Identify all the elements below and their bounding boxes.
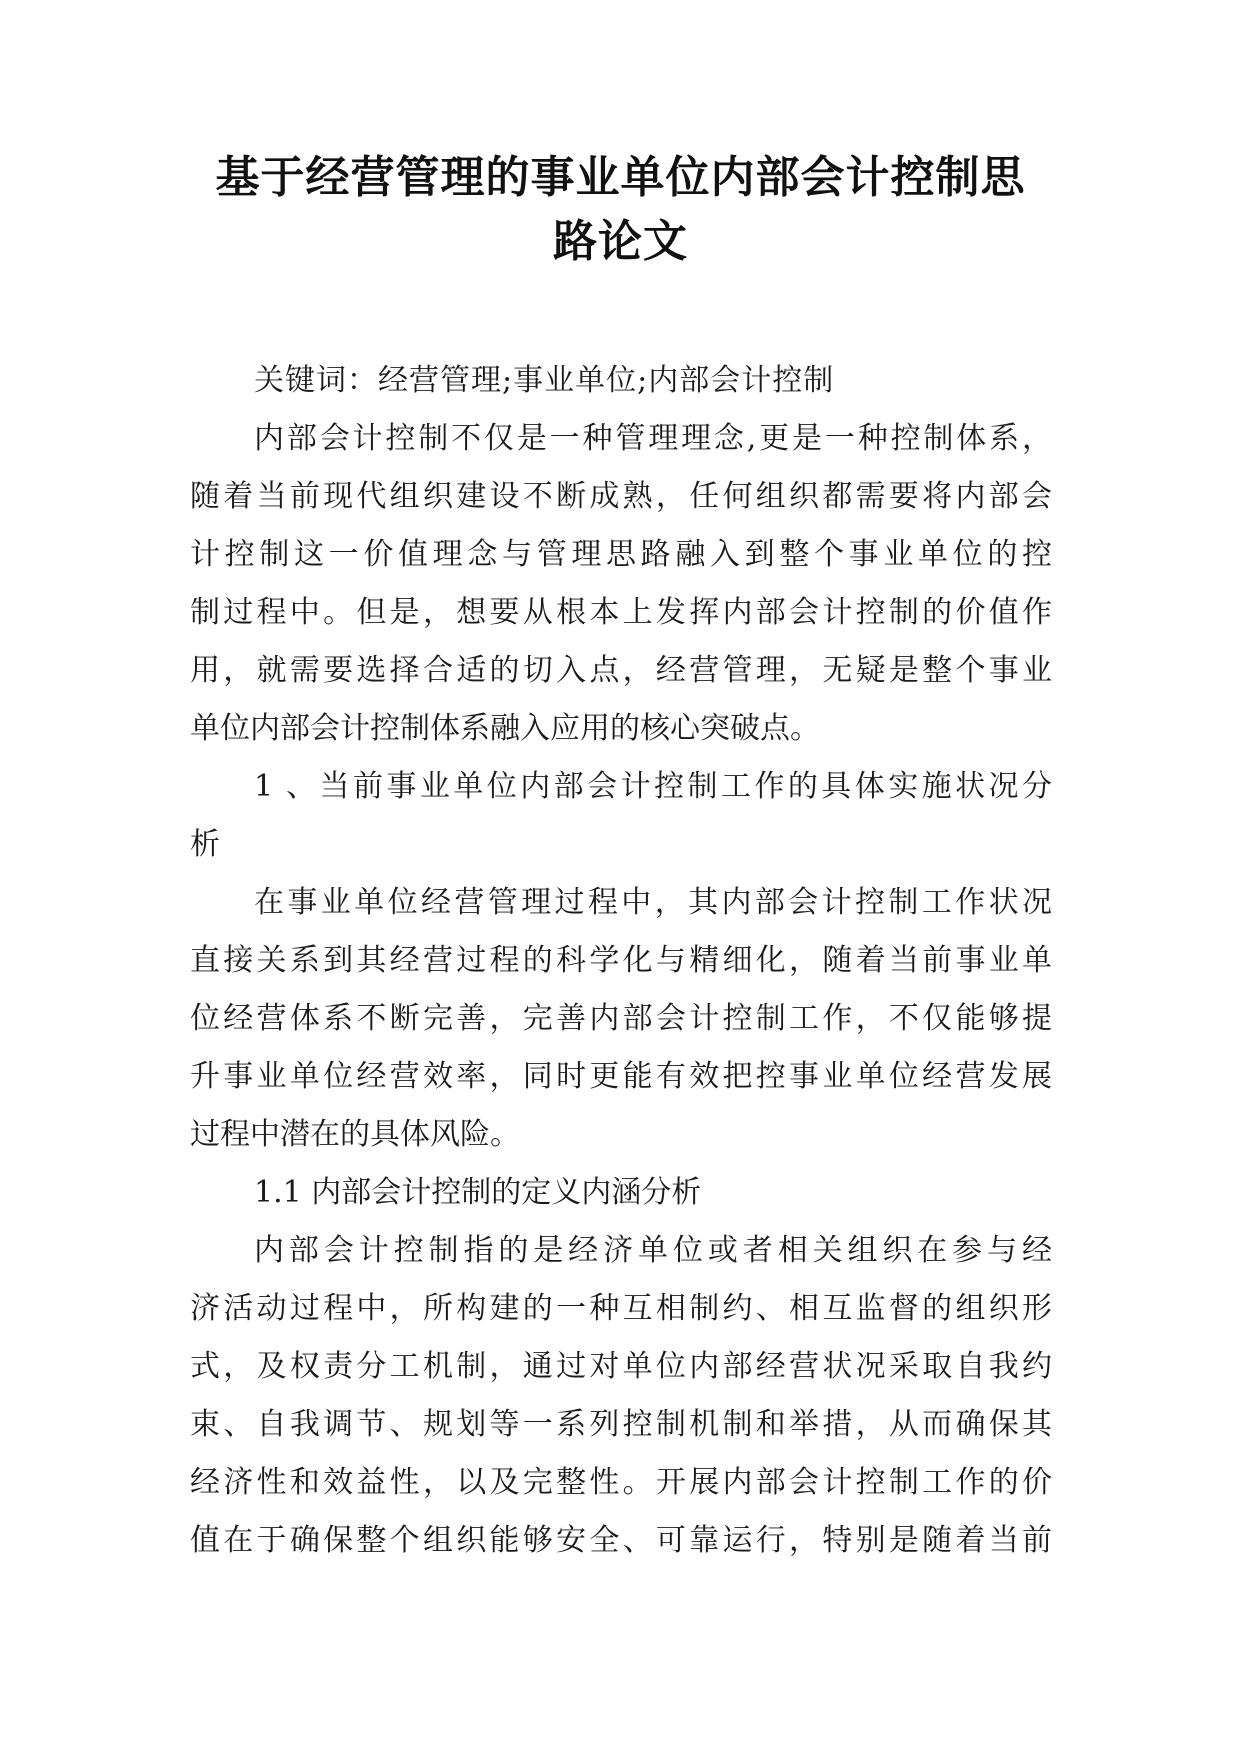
heading-line: 析 <box>190 827 220 862</box>
paragraph-line: 用，就需要选择合适的切入点，经营管理，无疑是整个事业 <box>190 653 1052 688</box>
paragraph-line: 单位内部会计控制体系融入应用的核心突破点。 <box>190 711 820 746</box>
paragraph-intro <box>190 410 1052 758</box>
paragraph-line: 式，及权责分工机制，通过对单位内部经营状况采取自我约 <box>190 1349 1052 1384</box>
paragraph-line: 值在于确保整个组织能够安全、可靠运行，特别是随着当前 <box>190 1523 1052 1558</box>
paragraph-line: 过程中潜在的具体风险。 <box>190 1117 520 1152</box>
paragraph-line: 位经营体系不断完善，完善内部会计控制工作，不仅能够提 <box>190 1001 1052 1036</box>
heading-line: 1 、当前事业单位内部会计控制工作的具体实施状况分 <box>254 769 1052 804</box>
paragraph-line: 随着当前现代组织建设不断成熟，任何组织都需要将内部会 <box>190 479 1052 514</box>
document-body <box>190 352 1052 1570</box>
paragraph-line: 计控制这一价值理念与管理思路融入到整个事业单位的控 <box>190 537 1052 572</box>
section-1-heading <box>190 758 1052 874</box>
paragraph-line: 升事业单位经营效率，同时更能有效把控事业单位经营发展 <box>190 1059 1052 1094</box>
keywords-line: 关键词：经营管理;事业单位;内部会计控制 <box>254 363 835 398</box>
paragraph-line: 束、自我调节、规划等一系列控制机制和举措，从而确保其 <box>190 1407 1052 1442</box>
paragraph-line: 直接关系到其经营过程的科学化与精细化，随着当前事业单 <box>190 943 1052 978</box>
paragraph-line: 济活动过程中，所构建的一种互相制约、相互监督的组织形 <box>190 1291 1052 1326</box>
paragraph-line: 内部会计控制指的是经济单位或者相关组织在参与经 <box>254 1233 1052 1268</box>
paragraph-section-1-1 <box>190 1222 1052 1570</box>
title-line-1: 基于经营管理的事业单位内部会计控制思 <box>215 152 1026 203</box>
paragraph-line: 在事业单位经营管理过程中，其内部会计控制工作状况 <box>254 885 1052 920</box>
paragraph-line: 经济性和效益性，以及完整性。开展内部会计控制工作的价 <box>190 1465 1052 1500</box>
section-1-1-heading: 1.1 内部会计控制的定义内涵分析 <box>254 1175 702 1210</box>
paragraph-line: 制过程中。但是，想要从根本上发挥内部会计控制的价值作 <box>190 595 1052 630</box>
paragraph-section-1 <box>190 874 1052 1164</box>
document-title <box>190 146 1051 274</box>
paragraph-line: 内部会计控制不仅是一种管理理念,更是一种控制体系， <box>254 421 1052 456</box>
title-line-2: 路论文 <box>553 216 688 267</box>
